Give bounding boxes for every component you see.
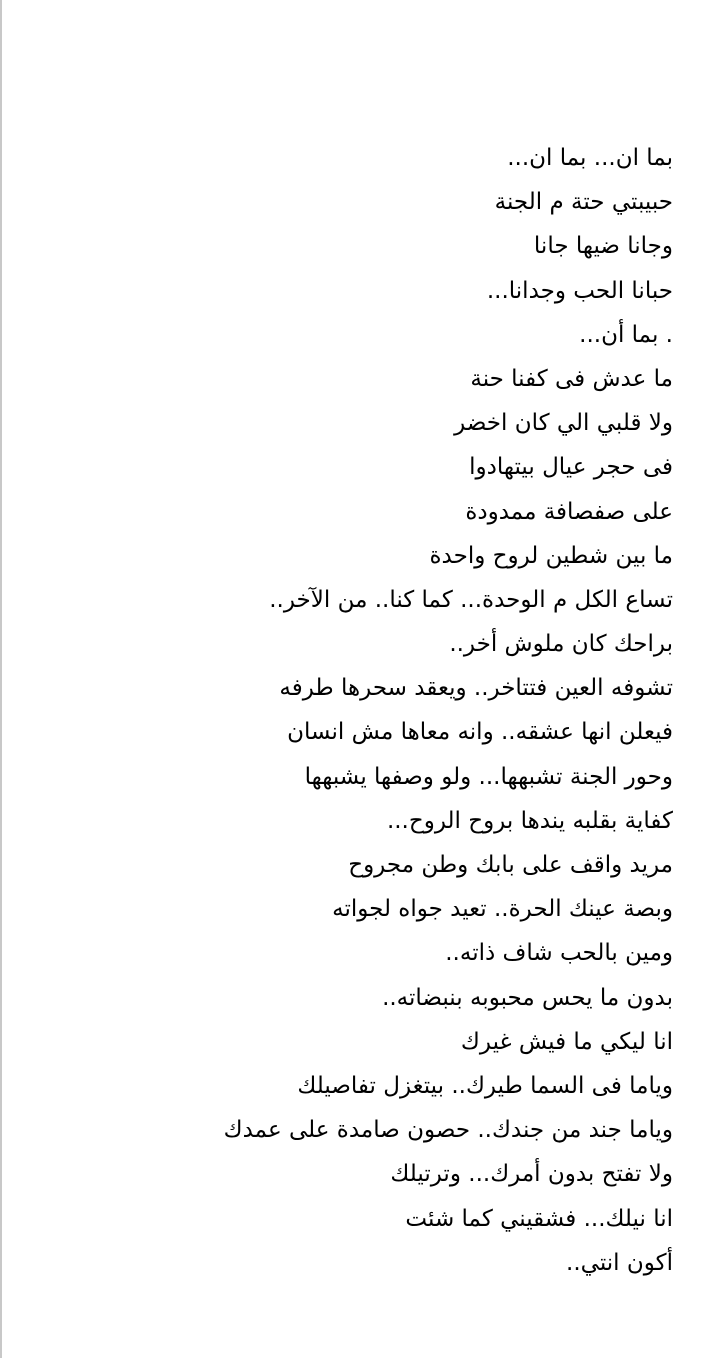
poem-line: وبصة عينك الحرة.. تعيد جواه لجواته <box>332 896 673 923</box>
poem-line: ما بين شطين لروح واحدة <box>429 542 673 569</box>
poem-line: ومين بالحب شاف ذاته.. <box>445 940 673 967</box>
poem-text <box>113 136 673 1285</box>
poem-line: كفاية بقلبه يندها بروح الروح... <box>386 807 673 834</box>
poem-line: ما عدش فى كفنا حنة <box>470 365 673 392</box>
poem-line: ولا تفتح بدون أمرك... وترتيلك <box>390 1161 673 1188</box>
poem-line: انا ليكي ما فيش غيرك <box>460 1028 673 1055</box>
poem-line: على صفصافة ممدودة <box>465 498 673 525</box>
poem-line: . بما أن... <box>579 321 673 348</box>
poem-line: وياما جند من جندك.. حصون صامدة على عمدك <box>223 1117 673 1144</box>
poem-line: فيعلن انها عشقه.. وانه معاها مش انسان <box>287 719 673 746</box>
poem-line: وجانا ضيها جانا <box>533 233 673 260</box>
poem-line: حبيبتي حتة م الجنة <box>494 189 673 216</box>
poem-line: أكون انتي.. <box>566 1249 673 1276</box>
poem-line: بما ان... بما ان... <box>507 145 673 171</box>
poem-line: انا نيلك... فشقيني كما شئت <box>405 1205 673 1232</box>
poem-line: بدون ما يحس محبوبه بنبضاته.. <box>382 984 673 1011</box>
poem-line: براحك كان ملوش أخر.. <box>449 631 673 658</box>
poem-line: فى حجر عيال بيتهادوا <box>469 454 673 481</box>
poem-line: تساع الكل م الوحدة... كما كنا.. من الآخر.. <box>269 586 673 613</box>
poem-line: حبانا الحب وجدانا... <box>486 277 673 304</box>
poem-line: تشوفه العين فتتاخر.. ويعقد سحرها طرفه <box>279 675 673 702</box>
poem-line: ولا قلبي الي كان اخضر <box>454 410 673 437</box>
poem-line: وياما فى السما طيرك.. بيتغزل تفاصيلك <box>297 1072 673 1099</box>
poem-line: وحور الجنة تشبهها... ولو وصفها يشبهها <box>304 763 673 790</box>
poem-line: مريد واقف على بابك وطن مجروح <box>348 852 673 878</box>
page-left-edge <box>0 0 2 1358</box>
